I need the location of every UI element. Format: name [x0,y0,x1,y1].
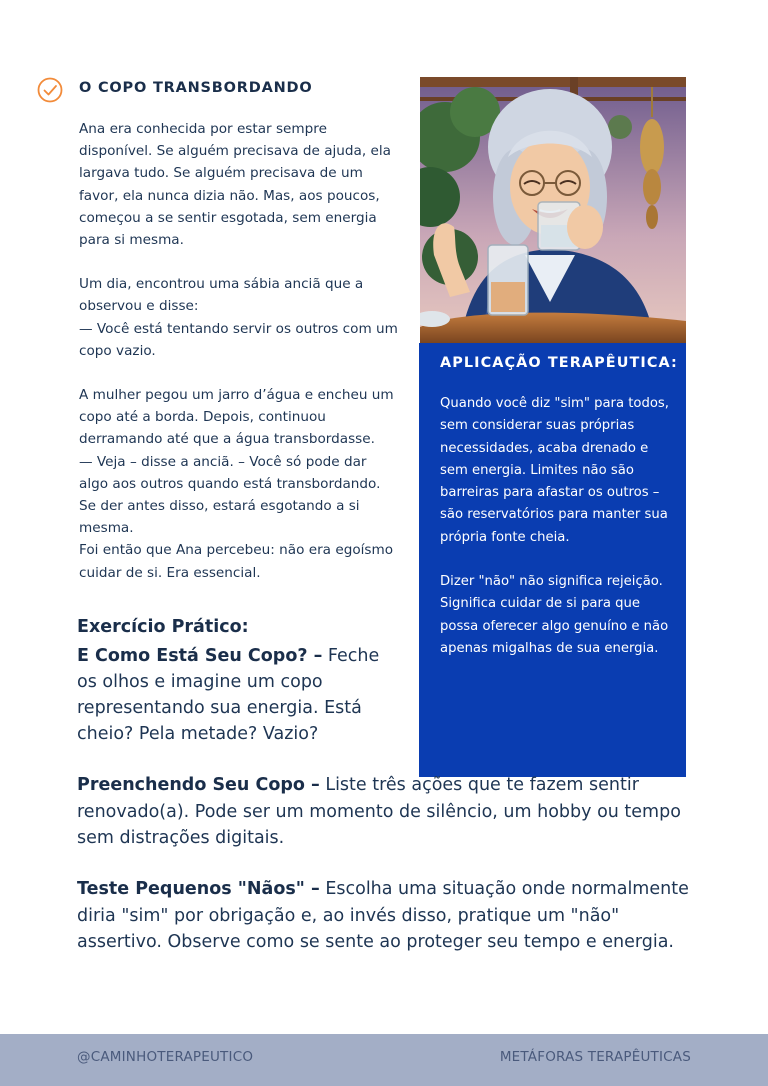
exercise-item [77,876,697,956]
exercise-item [77,772,697,852]
exercise-label: Preenchendo Seu Copo – [77,775,320,795]
section-title: O COPO TRANSBORDANDO [79,80,313,96]
therapy-paragraph: Quando você diz "sim" para todos, sem considerar suas próprias necessidades, acaba drenado e sem energia. Limites não são barreiras para afastar os outros – são reservatórios para manter sua própria fonte cheia. [440,396,669,545]
exercise-label: Teste Pequenos "Nãos" – [77,879,320,899]
exercise-item [77,643,397,747]
story-paragraph: A mulher pegou um jarro d’água e encheu um copo até a borda. Depois, continuou derramando até que a água transbordasse. — Veja – disse a anciã. – Você só pode dar algo aos outros quando está transbordando. Se der antes disso, estará esgotando a si mesma. Foi então que Ana percebeu: não era egoísmo cuidar de si. Era essencial. [79,387,394,581]
therapy-title: APLICAÇÃO TERAPÊUTICA: [440,355,678,371]
elderly-woman-illustration [420,77,686,343]
exercise-text: Liste três ações que te fazem sentir renovado(a). Pode ser um momento de silêncio, um hobby ou tempo sem distrações digitais. [77,775,681,848]
story-paragraph: Ana era conhecida por estar sempre disponível. Se alguém precisava de ajuda, ela largava tudo. Se alguém precisava de um favor, ela nunca dizia não. Mas, aos poucos, começou a se sentir esgotada, sem energia para si mesma. [79,121,391,249]
therapy-text [440,393,676,660]
story-paragraph: Um dia, encontrou uma sábia anciã que a observou e disse: — Você está tentando servir os outros com um copo vazio. [79,276,398,359]
check-circle-icon [36,76,64,104]
footer [0,1034,768,1086]
exercise-label: E Como Está Seu Copo? – [77,646,323,666]
exercise-text: Feche os olhos e imagine um copo representando sua energia. Está cheio? Pela metade? Vazio? [77,646,380,744]
exercise-heading: Exercício Prático: [77,617,249,637]
footer-handle: @CAMINHOTERAPEUTICO [77,1049,254,1065]
exercise-text: Escolha uma situação onde normalmente diria "sim" por obrigação e, ao invés disso, pratique um "não" assertivo. Observe como se sente ao proteger seu tempo e energia. [77,879,689,952]
therapeutic-application-box [419,343,686,777]
footer-series-title: METÁFORAS TERAPÊUTICAS [499,1049,691,1065]
story-text [79,118,399,584]
therapy-paragraph: Dizer "não" não significa rejeição. Significa cuidar de si para que possa oferecer algo genuíno e não apenas migalhas de sua energia. [440,574,669,656]
